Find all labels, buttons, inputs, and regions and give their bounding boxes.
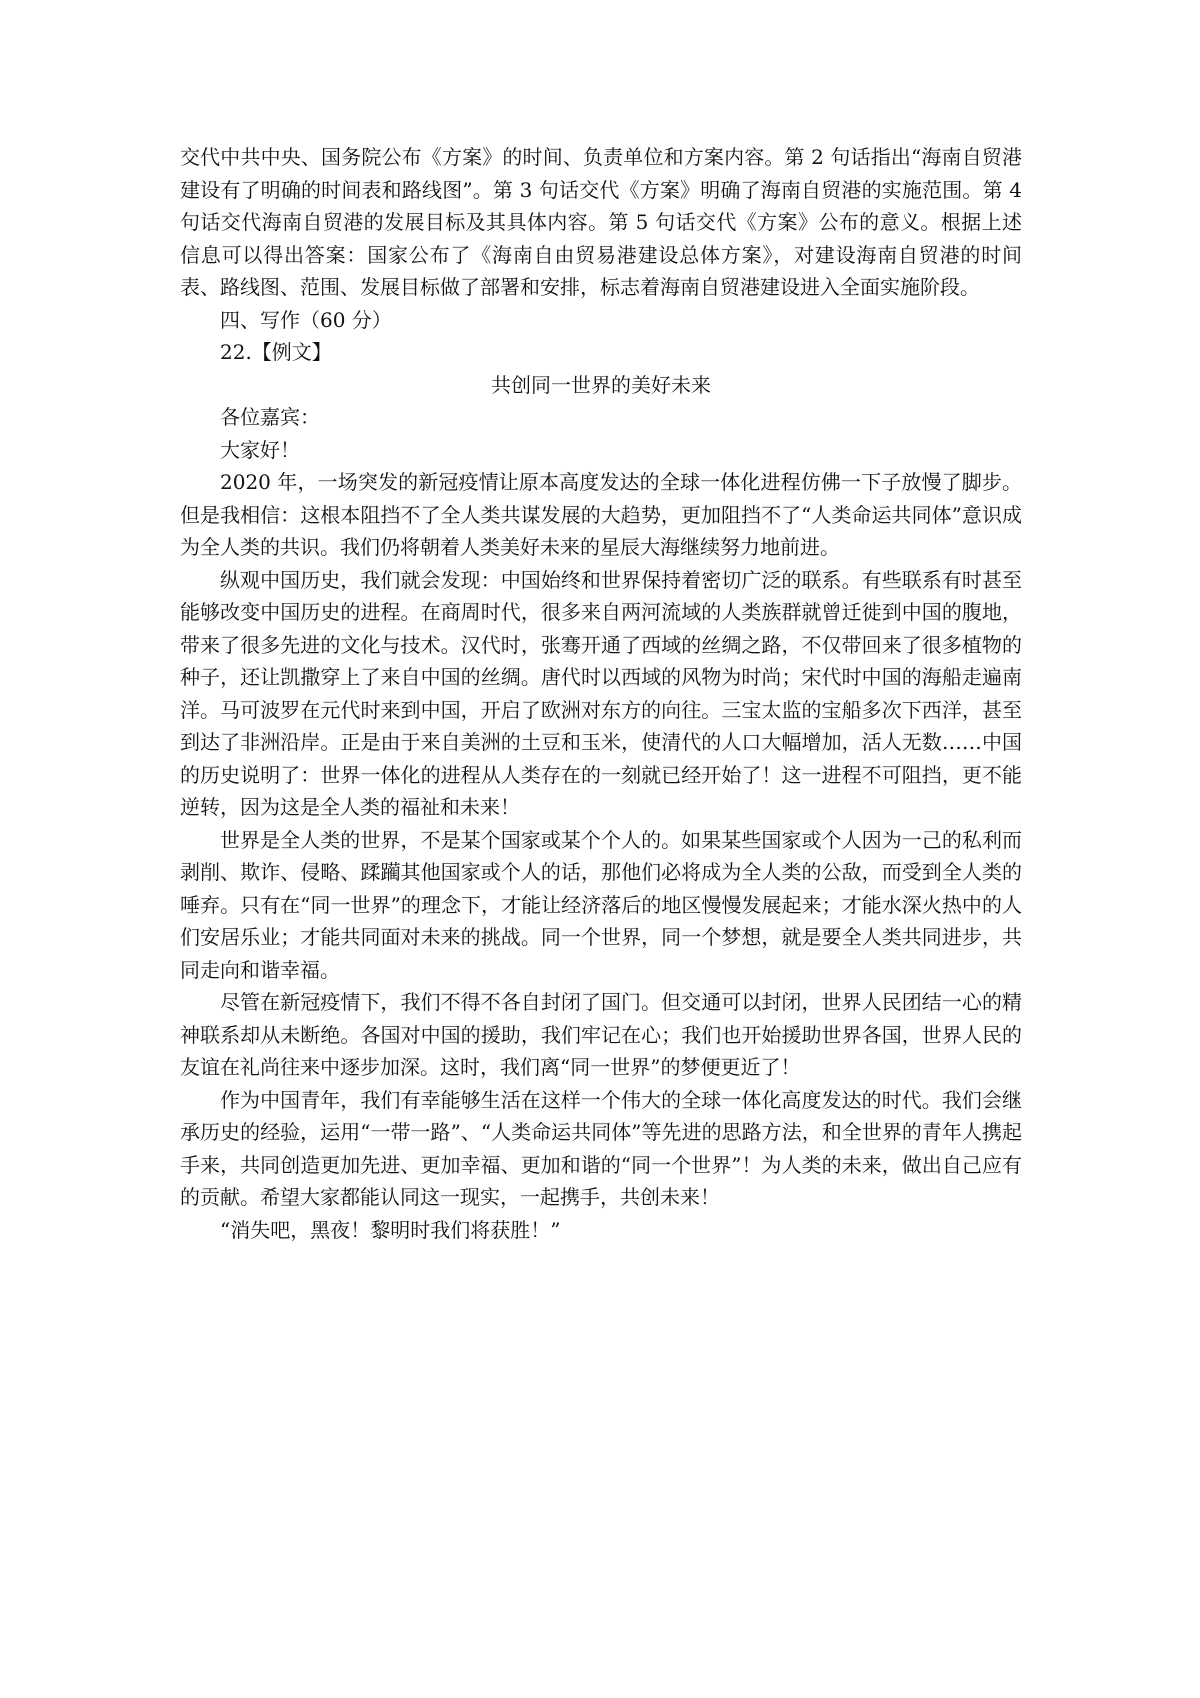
essay-paragraph: 纵观中国历史，我们就会发现：中国始终和世界保持着密切广泛的联系。有些联系有时甚至能够改变中国历史的进程。在商周时代，很多来自两河流域的人类族群就曾迁徙到中国的腹地，带来了很多先进的文化与技术。汉代时，张骞开通了西域的丝绸之路，不仅带回来了很多植物的种子，还让凯撒穿上了来自中国的丝绸。唐代时以西域的风物为时尚；宋代时中国的海船走遍南洋。马可波罗在元代时来到中国，开启了欧洲对东方的向往。三宝太监的宝船多次下西洋，甚至到达了非洲沿岸。正是由于来自美洲的土豆和玉米，使清代的人口大幅增加，活人无数……中国的历史说明了：世界一体化的进程从人类存在的一刻就已经开始了！这一进程不可阻挡，更不能逆转，因为这是全人类的福祉和未来！ — [180, 567, 1022, 819]
closing-quote: “消失吧，黑夜！黎明时我们将获胜！” — [220, 1217, 561, 1242]
greeting: 大家好！ — [220, 437, 300, 462]
question-label: 22.【例文】 — [220, 340, 332, 364]
analysis-paragraph: 交代中共中央、国务院公布《方案》的时间、负责单位和方案内容。第 2 句话指出“海南自贸港建设有了明确的时间表和路线图”。第 3 句话交代《方案》明确了海南自贸港的实施范围。第 4 句话交代海南自贸港的发展目标及其具体内容。第 5 句话交代《方案》公布的意义。根据上述信息可以得出答案：国家公布了《海南自由贸易港建设总体方案》，对建设海南自贸港的时间表、路线图、范围、发展目标做了部署和安排，标志着海南自贸港建设进入全面实施阶段。 — [180, 145, 1022, 299]
essay-paragraph: 世界是全人类的世界，不是某个国家或某个个人的。如果某些国家或个人因为一己的私利而剥削、欺诈、侵略、蹂躏其他国家或个人的话，那他们必将成为全人类的公敌，而受到全人类的唾弃。只有在“同一世界”的理念下，才能让经济落后的地区慢慢发展起来；才能水深火热中的人们安居乐业；才能共同面对未来的挑战。同一个世界，同一个梦想，就是要全人类共同进步，共同走向和谐幸福。 — [180, 827, 1022, 982]
salutation: 各位嘉宾： — [220, 405, 320, 429]
essay-paragraph: 作为中国青年，我们有幸能够生活在这样一个伟大的全球一体化高度发达的时代。我们会继承历史的经验，运用“一带一路”、“人类命运共同体”等先进的思路方法，和全世界的青年人携起手来，共同创造更加先进、更加幸福、更加和谐的“同一个世界”！为人类的未来，做出自己应有的贡献。希望大家都能认同这一现实，一起携手，共创未来！ — [180, 1087, 1022, 1209]
document-body — [180, 141, 1022, 1246]
section-heading: 四、写作（60 分） — [220, 307, 392, 332]
essay-paragraph: 尽管在新冠疫情下，我们不得不各自封闭了国门。但交通可以封闭，世界人民团结一心的精神联系却从未断绝。各国对中国的援助，我们牢记在心；我们也开始援助世界各国，世界人民的友谊在礼尚往来中逐步加深。这时，我们离“同一世界”的梦便更近了！ — [180, 990, 1022, 1079]
essay-title: 共创同一世界的美好未来 — [491, 372, 711, 397]
essay-paragraph: 2020 年，一场突发的新冠疫情让原本高度发达的全球一体化进程仿佛一下子放慢了脚步。但是我相信：这根本阻挡不了全人类共谋发展的大趋势，更加阻挡不了“人类命运共同体”意识成为全人类的共识。我们仍将朝着人类美好未来的星辰大海继续努力地前进。 — [180, 470, 1022, 559]
